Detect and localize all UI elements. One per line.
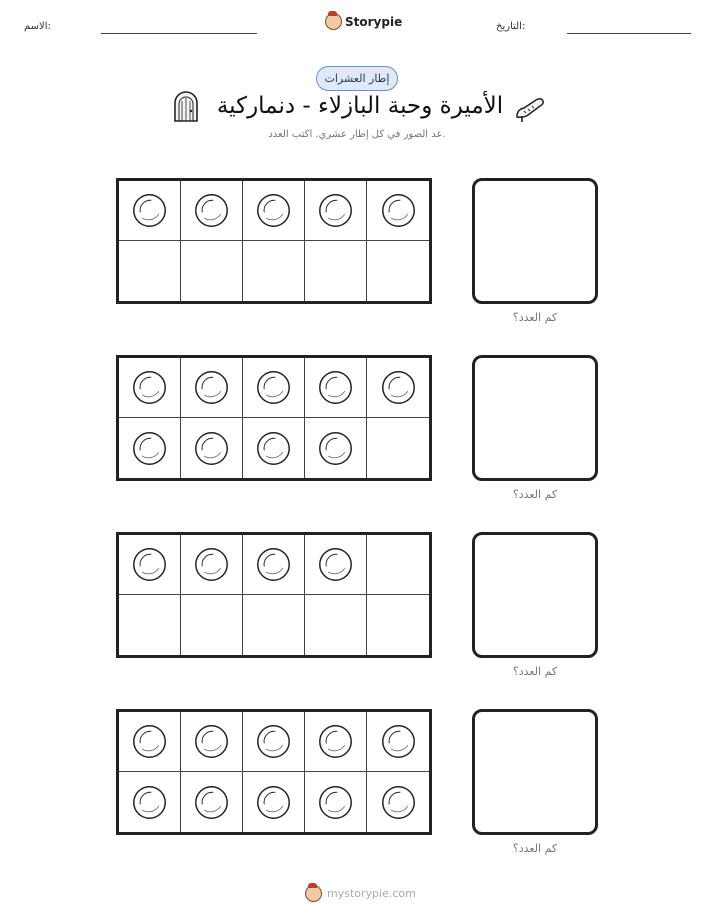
ten-frame-cell [119,535,181,595]
pea-icon [317,723,354,760]
how-many-label: كم العدد؟ [512,311,558,324]
how-many-label: كم العدد؟ [512,488,558,501]
ten-frame-cell [367,595,429,655]
ten-frame-cell [243,418,305,478]
date-label: التاريخ: [496,21,526,32]
ten-frame-cell [181,772,243,832]
pea-icon [380,784,417,821]
pea-icon [131,546,168,583]
brand-logo [325,13,402,30]
ten-frame-cell [119,772,181,832]
pea-icon [255,784,292,821]
ten-frame-cell [243,712,305,772]
pea-icon [131,369,168,406]
ten-frame [116,355,432,481]
pea-icon [255,546,292,583]
ten-frame-cell [119,712,181,772]
pea-icon [255,430,292,467]
date-field[interactable] [567,33,691,34]
pea-icon [255,369,292,406]
ten-frame-cell [367,535,429,595]
ten-frame-cell [305,418,367,478]
answer-box[interactable] [472,709,598,835]
pea-icon [193,192,230,229]
name-label: الاسم: [24,21,51,32]
ten-frame-cell [367,712,429,772]
ten-frame-cell [119,358,181,418]
ten-frame-cell [181,418,243,478]
storypie-mascot-icon [305,885,322,902]
footer [305,885,416,902]
pea-icon [380,723,417,760]
ten-frame-cell [181,358,243,418]
answer-box[interactable] [472,178,598,304]
worksheet-type-badge: إطار العشرات [316,66,398,91]
pea-icon [193,430,230,467]
ten-frame [116,709,432,835]
shoe-icon [514,91,546,123]
pea-icon [317,784,354,821]
ten-frame-cell [305,535,367,595]
brand-name: Storypie [345,14,403,29]
ten-frame-cell [243,595,305,655]
ten-frame-cell [305,241,367,301]
pea-icon [131,784,168,821]
ten-frame-cell [119,418,181,478]
ten-frame-cell [243,535,305,595]
ten-frame-cell [367,241,429,301]
pea-icon [317,546,354,583]
pea-icon [131,723,168,760]
answer-box[interactable] [472,532,598,658]
pea-icon [131,430,168,467]
answer-box[interactable] [472,355,598,481]
ten-frame-cell [305,772,367,832]
how-many-label: كم العدد؟ [512,842,558,855]
pea-icon [317,192,354,229]
pea-icon [193,723,230,760]
ten-frame-cell [181,712,243,772]
ten-frame-cell [119,241,181,301]
ten-frame-cell [119,181,181,241]
ten-frame-cell [367,772,429,832]
ten-frame-cell [181,535,243,595]
ten-frame-cell [243,358,305,418]
pea-icon [317,369,354,406]
ten-frame-cell [119,595,181,655]
pea-icon [193,546,230,583]
pea-icon [131,192,168,229]
ten-frame-cell [181,595,243,655]
ten-frame-cell [305,358,367,418]
ten-frame [116,178,432,304]
ten-frame-cell [243,241,305,301]
name-field[interactable] [101,33,257,34]
ten-frame-cell [243,181,305,241]
footer-url[interactable]: mystorypie.com [327,887,416,900]
storypie-mascot-icon [325,13,342,30]
pea-icon [380,192,417,229]
worksheet-title: الأميرة وحبة البازلاء - دنماركية [216,93,504,119]
ten-frame-cell [305,181,367,241]
ten-frame-cell [305,712,367,772]
how-many-label: كم العدد؟ [512,665,558,678]
pea-icon [255,723,292,760]
ten-frame-cell [181,181,243,241]
pea-icon [317,430,354,467]
ten-frame-cell [367,358,429,418]
ten-frame [116,532,432,658]
ten-frame-cell [305,595,367,655]
pea-icon [380,369,417,406]
ten-frame-cell [181,241,243,301]
ten-frame-cell [367,418,429,478]
pea-icon [193,369,230,406]
pea-icon [193,784,230,821]
instructions: عد الصور في كل إطار عشري. اكتب العدد. [268,129,446,140]
pea-icon [255,192,292,229]
ten-frame-cell [243,772,305,832]
ten-frame-cell [367,181,429,241]
